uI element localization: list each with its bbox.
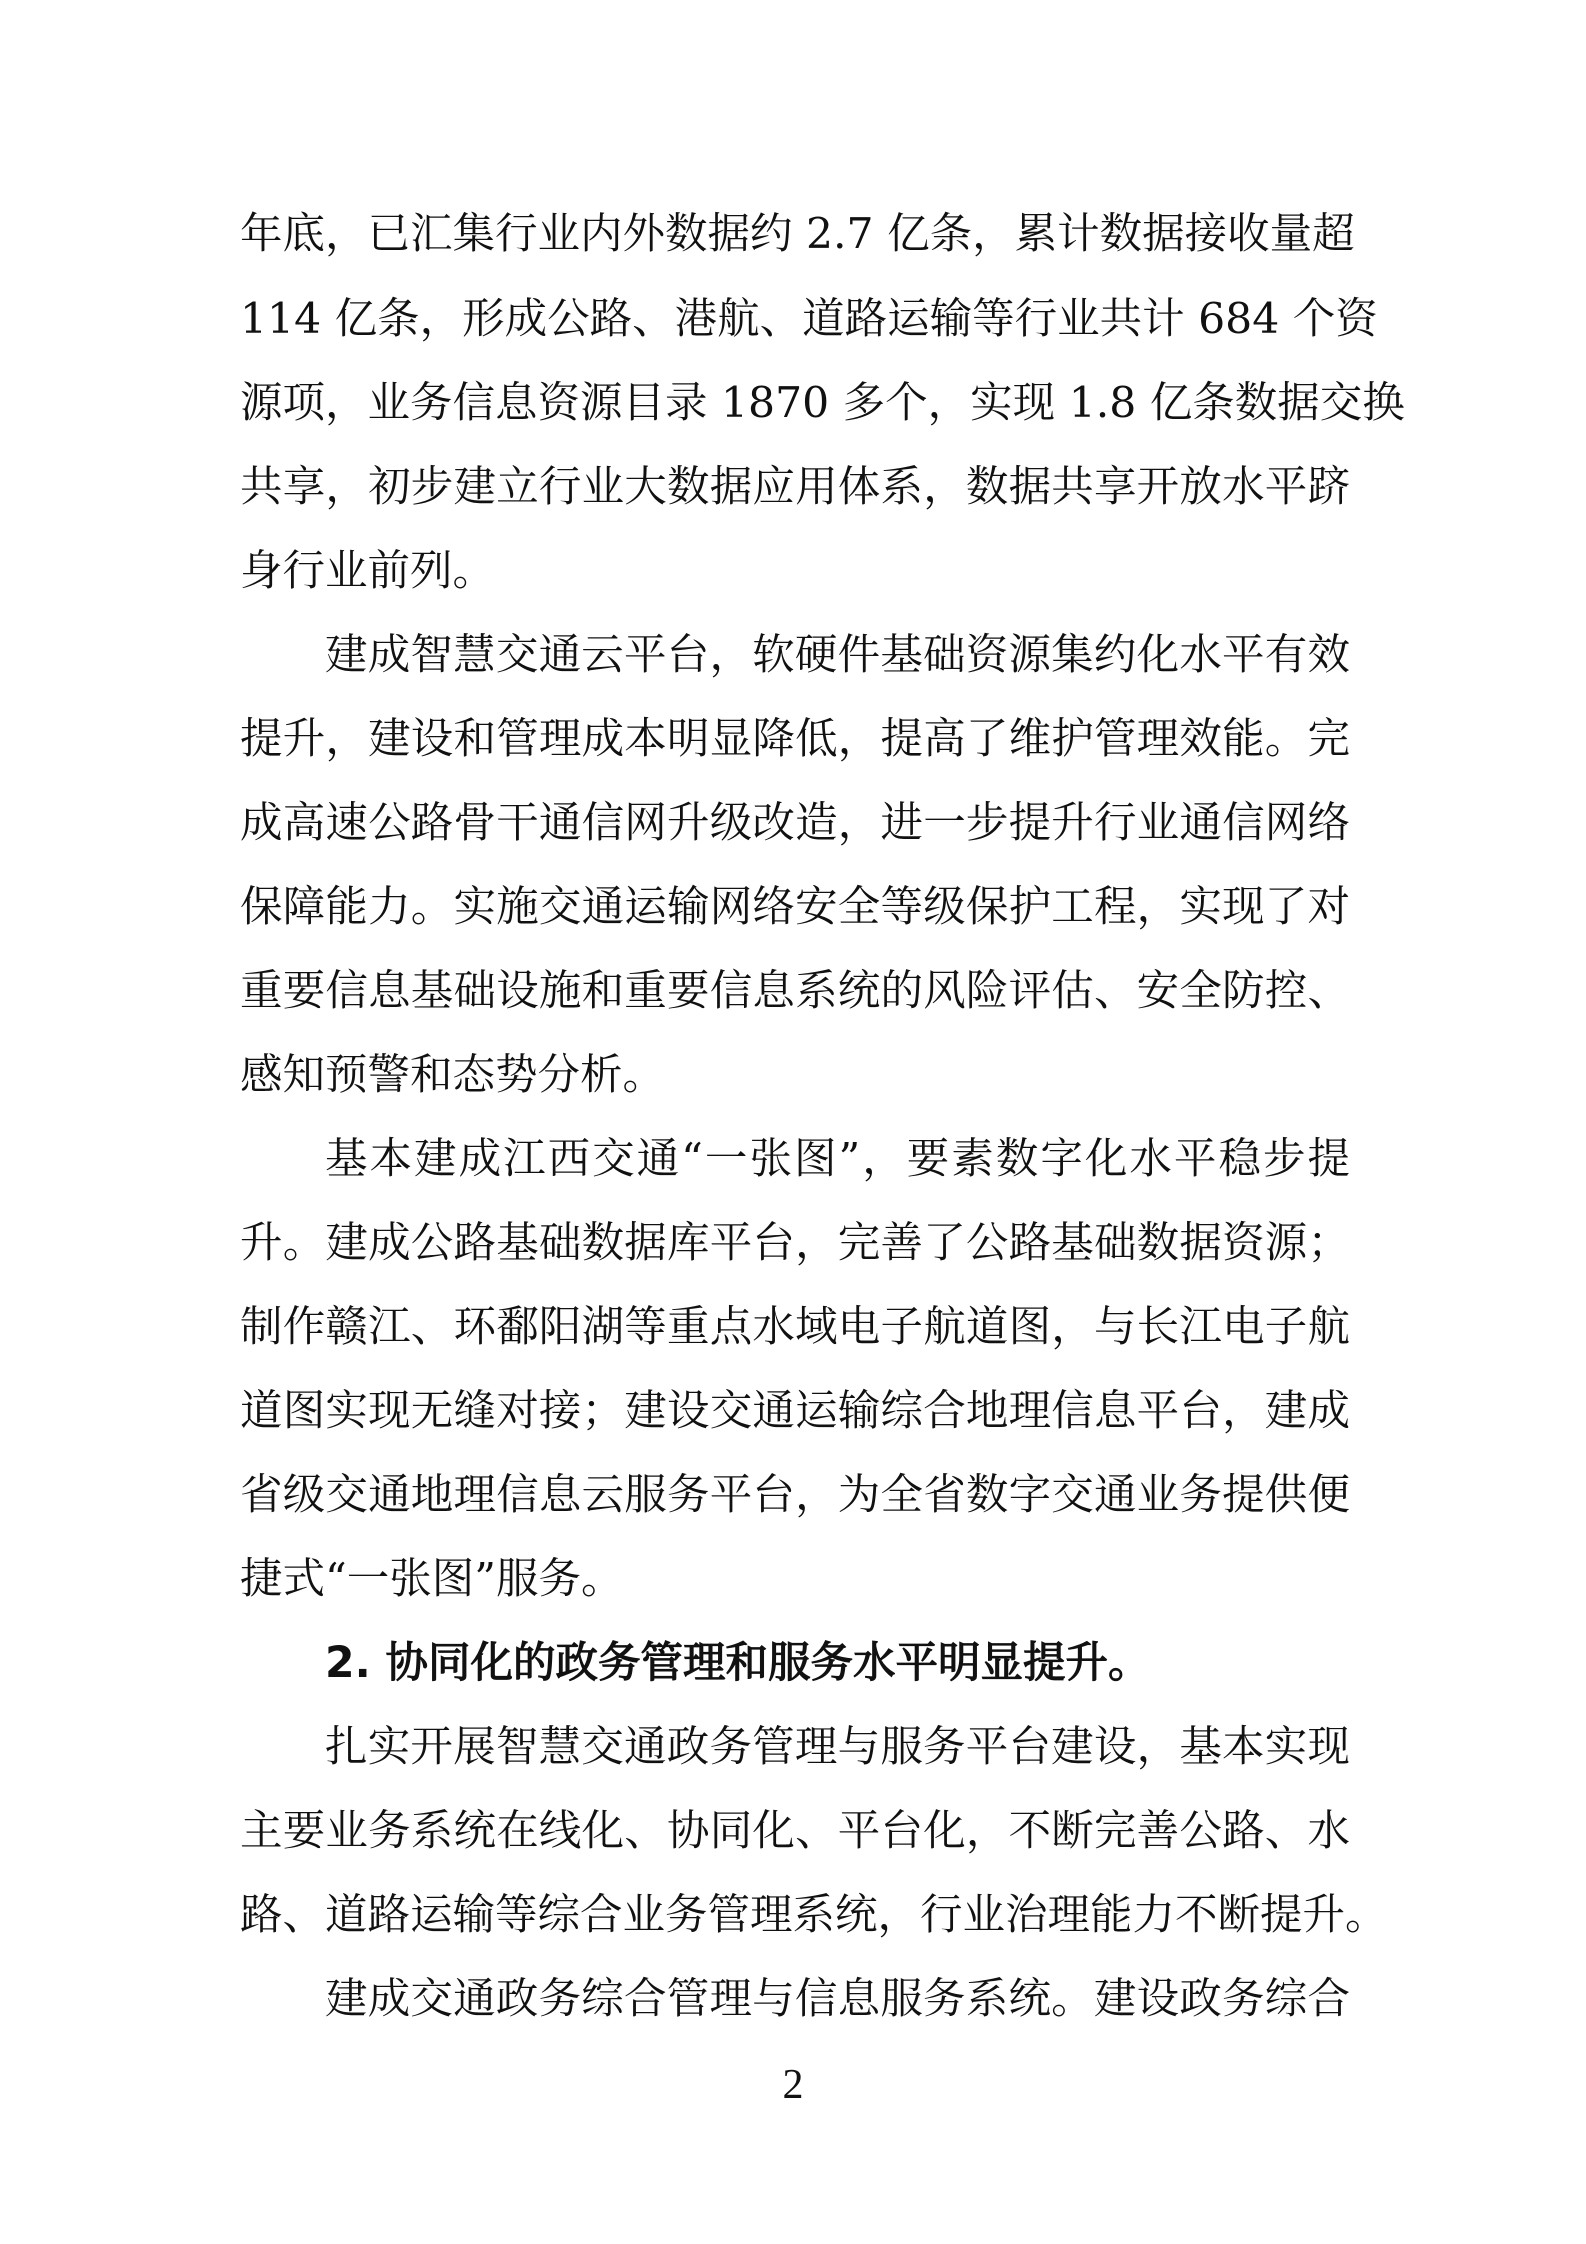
text-line: 重要信息基础设施和重要信息系统的风险评估、安全防控、	[240, 967, 1350, 1016]
text-line: 源项，业务信息资源目录 1870 多个，实现 1.8 亿条数据交换	[240, 379, 1405, 428]
text-line: 年底，已汇集行业内外数据约 2.7 亿条，累计数据接收量超	[240, 210, 1355, 259]
text-line: 主要业务系统在线化、协同化、平台化，不断完善公路、水	[240, 1807, 1350, 1856]
text-line: 捷式“一张图”服务。	[240, 1555, 624, 1604]
paragraph-first-line: 扎实开展智慧交通政务管理与服务平台建设，基本实现	[325, 1723, 1350, 1772]
text-line: 保障能力。实施交通运输网络安全等级保护工程，实现了对	[240, 883, 1350, 932]
paragraph-first-line: 基本建成江西交通“一张图”，要素数字化水平稳步提	[325, 1135, 1350, 1184]
text-line: 身行业前列。	[240, 547, 496, 596]
text-line: 道图实现无缝对接；建设交通运输综合地理信息平台，建成	[240, 1387, 1350, 1436]
text-line: 升。建成公路基础数据库平台，完善了公路基础数据资源；	[240, 1219, 1350, 1268]
text-line: 114 亿条，形成公路、港航、道路运输等行业共计 684 个资	[240, 295, 1378, 344]
text-line: 成高速公路骨干通信网升级改造，进一步提升行业通信网络	[240, 799, 1350, 848]
paragraph-first-line: 建成智慧交通云平台，软硬件基础资源集约化水平有效	[325, 631, 1350, 680]
text-line: 共享，初步建立行业大数据应用体系，数据共享开放水平跻	[240, 463, 1350, 512]
text-line: 路、道路运输等综合业务管理系统，行业治理能力不断提升。	[240, 1891, 1388, 1940]
text-line: 感知预警和态势分析。	[240, 1051, 666, 1100]
paragraph-first-line: 建成交通政务综合管理与信息服务系统。建设政务综合	[325, 1975, 1350, 2024]
section-heading: 2. 协同化的政务管理和服务水平明显提升。	[325, 1639, 1151, 1688]
text-line: 省级交通地理信息云服务平台，为全省数字交通业务提供便	[240, 1471, 1350, 1520]
text-line: 制作赣江、环鄱阳湖等重点水域电子航道图，与长江电子航	[240, 1303, 1350, 1352]
page-number: 2	[782, 2062, 804, 2108]
text-line: 提升，建设和管理成本明显降低，提高了维护管理效能。完	[240, 715, 1350, 764]
